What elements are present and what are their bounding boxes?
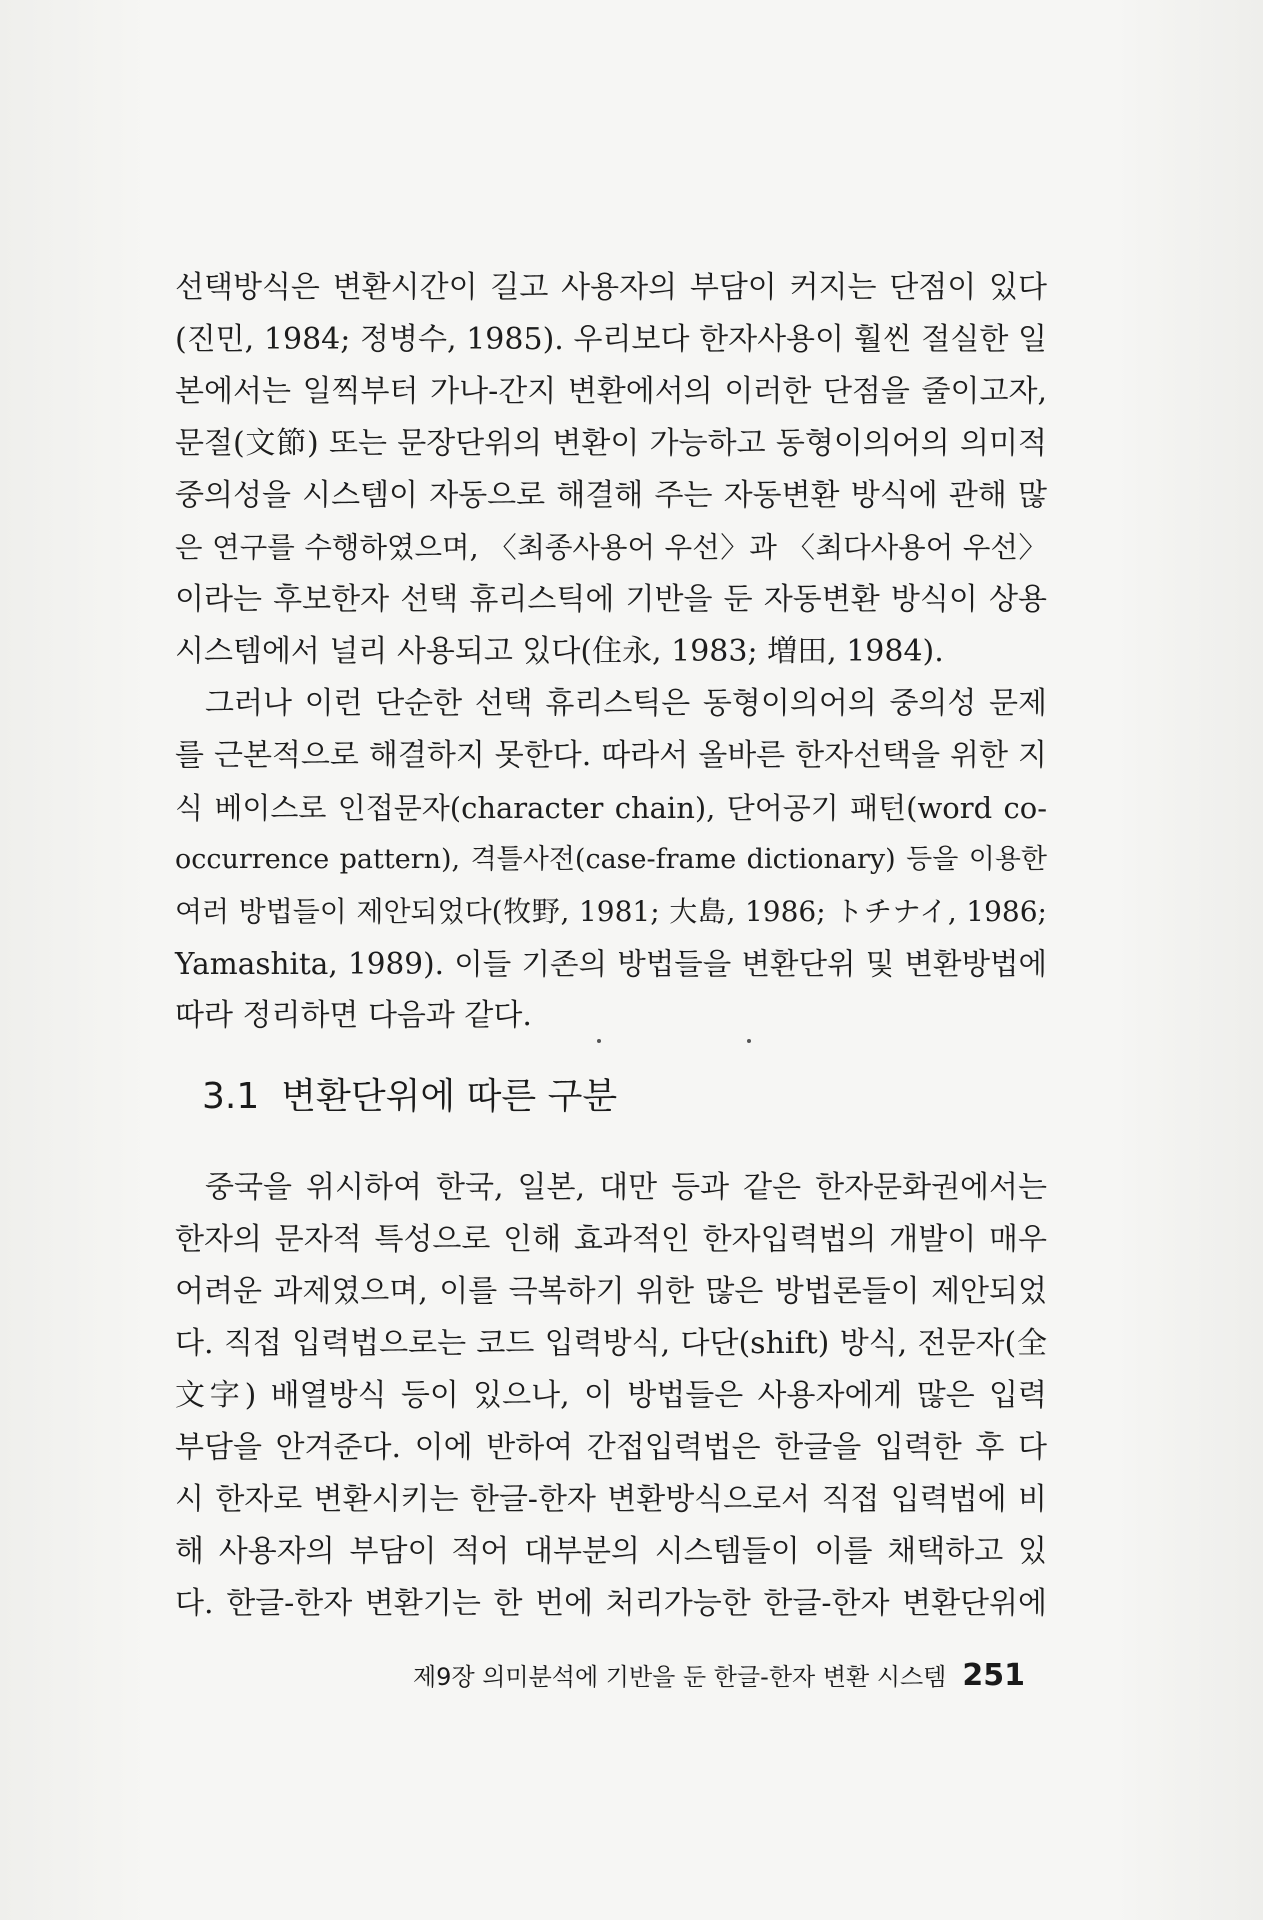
text-line: occurrence pattern), 격틀사전(case-frame dictionary) 등을 이용한: [175, 844, 1047, 875]
text-line: 시 한자로 변환시키는 한글-한자 변환방식으로서 직접 입력법에 비: [175, 1482, 1047, 1517]
text-line: 문절(文節) 또는 문장단위의 변환이 가능하고 동형이의어의 의미적: [175, 426, 1047, 461]
text-line: 해 사용자의 부담이 적어 대부분의 시스템들이 이를 채택하고 있: [175, 1534, 1047, 1569]
section-title: 변환단위에 따른 구분: [281, 1076, 618, 1117]
text-line: 이라는 후보한자 선택 휴리스틱에 기반을 둔 자동변환 방식이 상용: [175, 582, 1047, 617]
text-line: 선택방식은 변환시간이 길고 사용자의 부담이 커지는 단점이 있다: [175, 270, 1047, 305]
paragraph-1: [175, 262, 1047, 678]
text-line: (진민, 1984; 정병수, 1985). 우리보다 한자사용이 훨씬 절실한 일: [175, 322, 1047, 357]
text-line: 시스템에서 널리 사용되고 있다(住永, 1983; 増田, 1984).: [175, 634, 944, 669]
section-number: 3.1: [202, 1076, 260, 1117]
text-line: 그러나 이런 단순한 선택 휴리스틱은 동형이의어의 중의성 문제: [205, 686, 1047, 721]
paragraph-2: [175, 678, 1047, 1042]
text-line: 文字) 배열방식 등이 있으나, 이 방법들은 사용자에게 많은 입력: [175, 1378, 1047, 1413]
speck: [597, 1039, 601, 1043]
speck: [747, 1039, 751, 1043]
text-line: 다. 한글-한자 변환기는 한 번에 처리가능한 한글-한자 변환단위에: [175, 1586, 1047, 1621]
scan-specks: [597, 1035, 757, 1047]
text-line: Yamashita, 1989). 이들 기존의 방법들을 변환단위 및 변환방법에: [175, 947, 1047, 981]
paragraph-3: [175, 1162, 1047, 1630]
text-line: 한자의 문자적 특성으로 인해 효과적인 한자입력법의 개발이 매우: [175, 1222, 1047, 1257]
text-line: 부담을 안겨준다. 이에 반하여 간접입력법은 한글을 입력한 후 다: [175, 1430, 1047, 1465]
text-line: 어려운 과제였으며, 이를 극복하기 위한 많은 방법론들이 제안되었: [175, 1274, 1047, 1309]
text-line: 따라 정리하면 다음과 같다.: [175, 998, 532, 1033]
section-heading: [202, 1072, 617, 1122]
page-number: 251: [962, 1658, 1025, 1693]
text-line: 식 베이스로 인접문자(character chain), 단어공기 패턴(word co-: [175, 791, 1047, 825]
text-line: 본에서는 일찍부터 가나-간지 변환에서의 이러한 단점을 줄이고자,: [175, 374, 1047, 409]
page-footer: [385, 1656, 1025, 1697]
text-line: 은 연구를 수행하였으며, 〈최종사용어 우선〉과 〈최다사용어 우선〉: [175, 531, 1047, 564]
text-line: 중의성을 시스템이 자동으로 해결해 주는 자동변환 방식에 관해 많: [175, 478, 1047, 513]
text-line: 를 근본적으로 해결하지 못한다. 따라서 올바른 한자선택을 위한 지: [175, 738, 1047, 773]
text-line: 여러 방법들이 제안되었다(牧野, 1981; 大島, 1986; トチナイ, 1986;: [175, 895, 1047, 928]
text-line: 다. 직접 입력법으로는 코드 입력방식, 다단(shift) 방식, 전문자(全: [175, 1326, 1047, 1361]
running-chapter-title: 제9장 의미분석에 기반을 둔 한글-한자 변환 시스템: [412, 1663, 947, 1691]
text-line: 중국을 위시하여 한국, 일본, 대만 등과 같은 한자문화권에서는: [205, 1170, 1047, 1205]
